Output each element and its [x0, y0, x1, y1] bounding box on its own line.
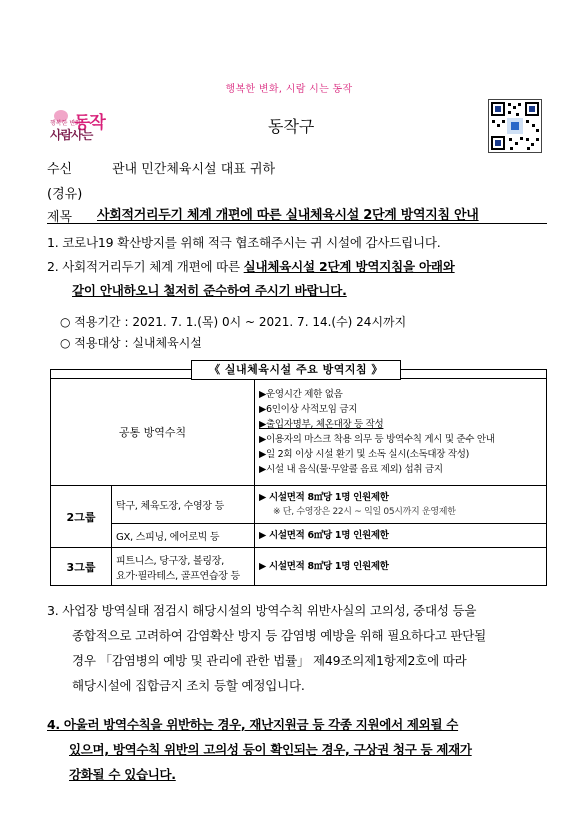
- group-2-label: 2그룹: [51, 486, 112, 548]
- group-3-label: 3그룹: [51, 548, 112, 586]
- paragraph-4-line: 4. 아울러 방역수칙을 위반하는 경우, 재난지원금 등 각종 지원에서 제외될 수: [47, 717, 459, 732]
- common-rule-item: ▶출입자명부, 체온대장 등 작성: [259, 419, 384, 430]
- common-rule-item: ▶운영시간 제한 없음: [259, 389, 343, 400]
- logo-top-text: 동작: [74, 113, 105, 133]
- group-2-note: ※ 단, 수영장은 22시 ~ 익일 05시까지 운영제한: [273, 506, 456, 517]
- org-name: 동작구: [268, 117, 315, 136]
- dongjak-logo: [50, 108, 120, 144]
- common-rules-label: 공통 방역수칙: [51, 379, 255, 486]
- common-rule-item: ▶이용자의 마스크 착용 의무 등 방역수칙 게시 및 준수 안내: [259, 434, 495, 445]
- via-label: (경유): [47, 187, 83, 202]
- group-3-rule: ▶ 시설면적 8㎡당 1명 인원제한: [255, 548, 547, 586]
- paragraph-3: [47, 598, 557, 698]
- paragraph-3-line: 3. 사업장 방역실태 점검시 해당시설의 방역수칙 위반사실의 고의성, 중대성 등을: [47, 603, 477, 618]
- recipient-value: 관내 민간체육시설 대표 귀하: [112, 162, 276, 177]
- paragraph-2-emphasis: 실내체육시설 2단계 방역지침을 아래와: [243, 259, 455, 274]
- common-rule-item: ▶6인이상 사적모임 금지: [259, 404, 358, 415]
- common-rule-item: ▶시설 내 음식(물·무알콜 음료 제외) 섭취 금지: [259, 464, 443, 475]
- group-2-rule-a: ▶ 시설면적 8㎡당 1명 인원제한: [259, 491, 389, 503]
- apply-period: ○ 적용기간 : 2021. 7. 1.(목) 0시 ~ 2021. 7. 14.(수) 24시까지: [60, 315, 407, 329]
- common-rules-list: [255, 379, 547, 486]
- subject-label: 제목: [47, 210, 73, 225]
- apply-target: ○ 적용대상 : 실내체육시설: [60, 336, 202, 350]
- group-3-facilities: [112, 548, 255, 586]
- logo-small-text: 행복한 변화: [50, 120, 81, 127]
- group-3-facilities-line-2: 요가·필라테스, 골프연습장 등: [116, 570, 240, 582]
- paragraph-4-line: 있으며, 방역수칙 위반의 고의성 등이 확인되는 경우, 구상권 청구 등 제재가: [69, 742, 472, 757]
- common-rule-item: ▶일 2회 이상 시설 환기 및 소독 실시(소독대장 작성): [259, 449, 469, 460]
- table-row: [51, 548, 547, 586]
- group-2-rule-a-cell: [255, 486, 547, 524]
- paragraph-4: [47, 712, 557, 787]
- slogan: 행복한 변화, 시람 시는 동작: [225, 84, 353, 95]
- table-title: 《 실내체육시설 주요 방역지침 》: [191, 360, 401, 380]
- paragraph-3-line: 해당시설에 집합금지 조치 등할 예정입니다.: [72, 678, 305, 693]
- group-3-facilities-line-1: 피트니스, 당구장, 볼링장,: [116, 555, 224, 567]
- paragraph-3-line: 종합적으로 고려하여 감염확산 방지 등 감염병 예방을 위해 필요하다고 판단될: [72, 628, 486, 643]
- paragraph-1: 1. 코로나19 확산방지를 위해 적극 협조해주시는 귀 시설에 감사드립니다.: [47, 235, 441, 250]
- group-2-facilities-b: GX, 스피닝, 에어로빅 등: [112, 524, 255, 548]
- paragraph-3-line: 경우 「감염병의 예방 및 관리에 관한 법률」 제49조의제1항제2호에 따라: [72, 653, 467, 668]
- recipient-label: 수신: [47, 162, 73, 177]
- subject-value: 사회적거리두기 체계 개편에 따른 실내체육시설 2단계 방역지침 안내: [97, 208, 479, 223]
- logo-bottom-text: 사람사는: [50, 128, 93, 142]
- qr-code-icon: [488, 99, 542, 153]
- group-2-facilities-a: 탁구, 체육도장, 수영장 등: [112, 486, 255, 524]
- paragraph-2-line-2: 같이 안내하오니 철저히 준수하여 주시기 바랍니다.: [72, 283, 347, 298]
- group-2-rule-b: ▶ 시설면적 6㎡당 1명 인원제한: [255, 524, 547, 548]
- subject-divider: [47, 223, 547, 224]
- paragraph-4-line: 강화될 수 있습니다.: [69, 767, 176, 782]
- table-row: [51, 379, 547, 486]
- table-row: [51, 486, 547, 524]
- paragraph-2-line-1: [47, 257, 455, 275]
- paragraph-2-prefix: 2. 사회적거리두기 체계 개편에 따른: [47, 259, 244, 274]
- guideline-table: [50, 369, 547, 586]
- table-row: [51, 524, 547, 548]
